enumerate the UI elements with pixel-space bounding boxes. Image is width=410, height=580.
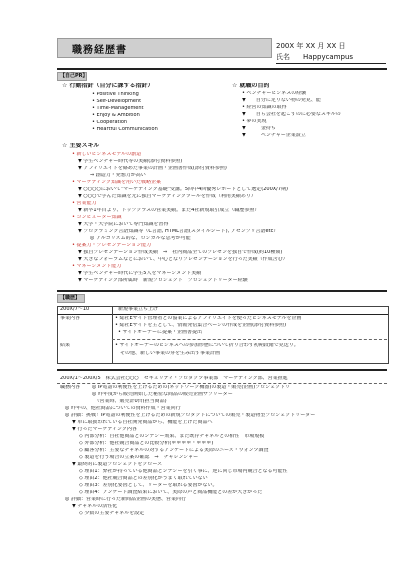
career-detail: ▼ チャネルの活性化 — [72, 504, 118, 509]
skill-detail: ▼ 独自プレゼンテーション作成実績 ⇒ 社内商品全てのプレゼンを独自で作成(約10種類) — [78, 250, 283, 255]
career-detail: ◇ 理由4：アンケート調査結果において、実際の声と商品機能との差が大きかった — [79, 490, 263, 495]
job1-content-item: • 総社Eサイト管理者との協業によるアフィリエイトを使ったビジネスモデルを企画 — [115, 316, 302, 321]
skill-detail: ◎ アルゴリズム的な、ロジカルな思考が可能 — [90, 236, 191, 241]
conduct-item: • Cooperation — [92, 120, 128, 125]
career-section-label: 【職歴】 — [60, 295, 81, 301]
skill-category: • マーケティング知識を用いた戦略企案 — [72, 180, 161, 185]
ambition-item: ▼ ベンチャー企業設立 — [242, 133, 306, 138]
skill-detail: ▼ マーケティング部所属時 新規プロジェクト プロジェクトリーダー経験 — [78, 278, 248, 283]
career-detail: ◇ 理由1：弊社が持っている他商品とシナジーを引く事に、逆に同じ市場内競合となる可能性 — [79, 469, 288, 474]
applicant-name: Happycampus — [303, 53, 354, 61]
conduct-item: • Heartful Communication — [92, 127, 158, 132]
skill-category: • 提案力・プレゼンテーション能力 — [72, 243, 152, 248]
document-date: 200X 年 XX 月 XX 日 — [276, 42, 346, 50]
career-detail: ▼ 単に取扱われている自社開発商品から、機能を上げた商品へ — [72, 420, 213, 425]
conduct-item: • Self-Development — [92, 99, 142, 104]
career-detail: ◎ 詳細：挑戦！IP電話の利便性を上げるための新規プロダクトについての販売・製造物型プロジェクトリーダー — [65, 413, 316, 418]
pr-section-bar — [57, 72, 87, 81]
document-title: 職務経歴書 — [72, 45, 127, 56]
conduct-item: • Enjoy & Ambition — [92, 113, 140, 118]
skill-category: • コンピューター知識 — [72, 215, 122, 220]
career-detail: ◇ 外部分析：他社競合商品との比較分析(＊＊＊＊・＊＊＊) — [79, 441, 214, 446]
name-underline — [276, 63, 386, 64]
job1-content-label: 事業内容 — [60, 316, 81, 321]
job1-content-item: • 総社Eサイトを主として、情報発信集合ページの作成を企画(添付資料参照) — [115, 323, 287, 328]
ambition-heading: ☆ 就職の目的 — [232, 83, 270, 89]
ambition-item: • 夢の実現 — [242, 119, 267, 124]
job1-result-divider — [112, 339, 387, 340]
skill-detail: ▼ 新卒1年目より、トップクラスの営業実績。また4社新規取引成立（職歴参照） — [78, 208, 260, 213]
ambition-item: • ベンチャービジネスの経験 — [242, 91, 307, 96]
career-top-rule — [57, 290, 387, 292]
conduct-heading: ☆ 行動指針（自分に課する指針） — [62, 83, 154, 89]
ambition-item: ▼ 自ら会社を起こすのに必要なスキルの — [242, 112, 341, 117]
skill-detail: ▼ 学生ベンチャー時代に学生5人をマネージメント実績 — [78, 271, 202, 276]
job2-content-item: （営業時、販売計0台(担当商品) — [92, 399, 167, 404]
pr-section-label: 【自己PR】 — [60, 73, 88, 79]
pr-top-rule — [57, 68, 387, 70]
ambition-item: ▼ 自分に足りない物の発見、能 — [242, 98, 321, 103]
career-section-bar — [57, 294, 85, 303]
job1-period: 200X/7～10 — [60, 307, 90, 312]
job2-content-item: ◎ 昨年度から販売開始した秘密な商品の販売企画サプリーダー — [92, 392, 233, 397]
job2-header-divider — [57, 383, 387, 384]
conduct-item: • Positive Thinking — [92, 92, 139, 97]
job1-result-label: 結果 — [60, 343, 71, 348]
job2-content-label: 職務内容 — [60, 385, 81, 390]
job2-content-item: ◎ IP電話の利便性を上げるための(ネットワーク機器)の製造・販売(企画)プロジェクトリ — [92, 385, 291, 390]
skill-detail: ▼ プログラミング言語知識等（C言語, HTML言語(スタイルシート), アセンブリ言語etc） — [78, 229, 279, 234]
job1-result-item: • サイトオーナーのビジネスへの参加形態について折り合わず初期段階で見送り。 — [115, 343, 299, 348]
ambition-item: ▼ 金持ち — [242, 126, 276, 131]
skill-category: • 新しいビジネスモデルの創造 — [72, 152, 142, 157]
career-detail: ◇ 少数の主要チャネルを設定 — [79, 511, 145, 516]
name-label: 氏名 — [276, 53, 290, 61]
career-detail: ◎ 昨年の、他社商品についての資料作成・営業同行 — [65, 406, 181, 411]
job1-column-divider — [112, 306, 113, 363]
career-detail: ◇ 顧客分析：主要なチャネルの対するアンケートによる実際のニーズ・ウォンツ調査 — [79, 448, 269, 453]
career-detail: ◇ 理由3：差別化要因として、リーダーを取れる要因がない。 — [79, 483, 218, 488]
ambition-item: • 経営の知識の取得 — [242, 105, 287, 110]
job1-result-item: その他、新しい事業の芽を生み出す事業計画 — [115, 351, 221, 356]
career-detail: ▼ 行ったマーケティング内容 — [72, 427, 137, 432]
conduct-item: • Time-Management — [92, 106, 144, 111]
skills-heading: ☆ 主要スキル — [62, 143, 100, 149]
skill-detail: ▼ 大きなフォーラムなどにおいて、中心となりプレゼンテーションを行った実績（作成含む） — [78, 257, 288, 262]
job2-top-rule — [57, 369, 387, 371]
career-detail: ◇ 内部分析：自社他商品とのシナジー効果、また既存チャネルとの相性 市場規模 — [79, 434, 265, 439]
career-detail: ▼ 最終的に製造プロジェクトをクローズ — [72, 462, 163, 467]
career-detail: ◎ 詳細：営業時に行った新商品企画の実態、営業同行 — [65, 497, 186, 502]
job1-header-rule — [57, 314, 388, 315]
skill-detail: ▼ ○○○○において"マーケティング基礎"受講。5回中4回優秀レポートとして選定(200X/7期) — [78, 187, 288, 192]
job2-period: 200X/1～200X/5 株式会社○○○ セキュリティ・プロダクツ事業部 マーケティング部、営業推進 — [60, 376, 288, 381]
skill-detail: ▼ アフィリエイトを絡めた事業の計画・企画書作成(添付資料参照) — [78, 166, 227, 171]
career-detail: ◇ 製造を行う場合の立案の確認 ⇒ チャレンジャー — [79, 455, 199, 460]
skill-category: • 営業能力 — [72, 201, 97, 206]
job1-title: 新規事業立ち上げ — [118, 307, 159, 312]
job1-content-item: • サイトオーナーに提案・企画書提出 — [118, 330, 203, 335]
skill-detail: ▼ 学生ベンチャー時代等の実績(添付資料参照) — [78, 159, 183, 164]
skill-detail: ▼ ○○○で学んだ知識を元に独自マーケティングツールを作成（利用実績あり） — [78, 194, 256, 199]
skill-detail: ▼ 大学・大学院において専門知識を習得 — [78, 222, 169, 227]
skill-detail: ⇒ 創造力・発想力が高い — [90, 173, 146, 178]
career-detail: ◇ 理由2：他社競合商品との差別化がうまく取れていない — [79, 476, 208, 481]
skill-category: • マネージメント能力 — [72, 264, 122, 269]
